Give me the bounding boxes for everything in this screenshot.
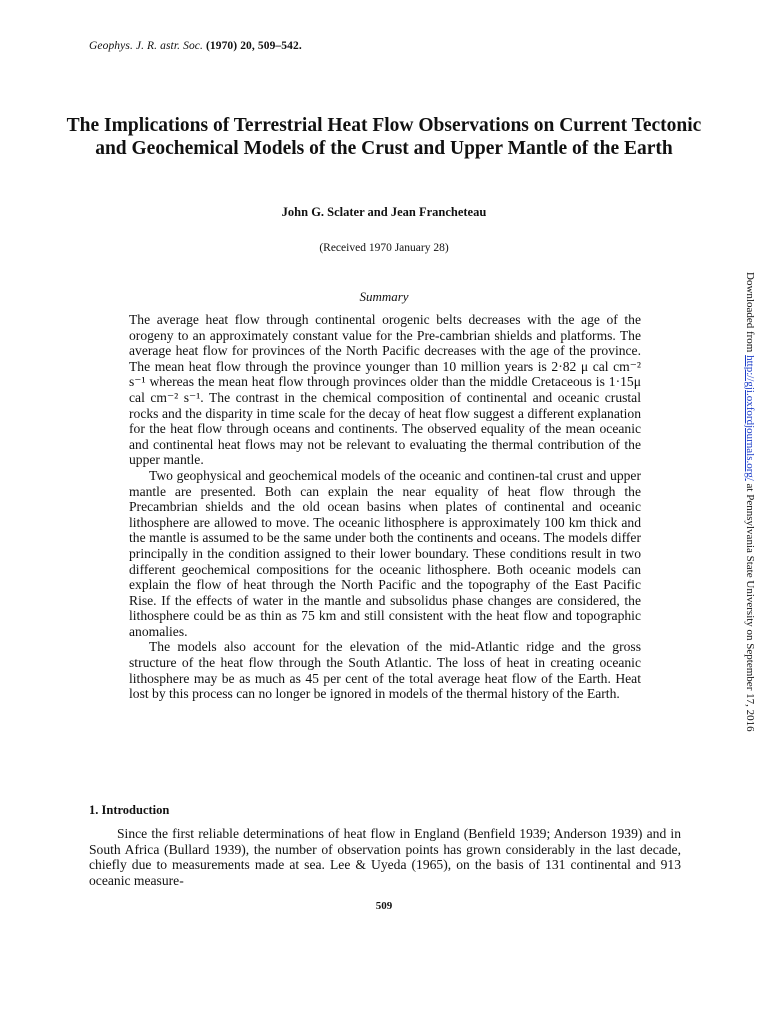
introduction-paragraph: Since the first reliable determinations of heat flow in England (Benfield 1939; Anderson 1939) and in South Africa (Bullard 1939), the number of observation points has grown considerably in the last decade, chiefly due to measurements made at sea. Lee & Uyeda (1965), on the basis of 131 continental and 913 oceanic measure- — [89, 826, 681, 888]
summary-paragraph: The models also account for the elevation of the mid-Atlantic ridge and the gross structure of the heat flow through the South Atlantic. The loss of heat in creating oceanic lithosphere may be as much as 45 per cent of the total average heat flow of the Earth. Heat lost by this process can no longer be ignored in models of the thermal history of the Earth. — [129, 639, 641, 702]
summary-heading: Summary — [359, 289, 409, 304]
page-number: 509 — [375, 900, 393, 912]
paper-title: The Implications of Terrestrial Heat Flow Observations on Current Tectonic and Geochemical Models of the Crust and Upper Mantle of the Earth — [66, 115, 702, 159]
journal-citation — [89, 40, 302, 52]
download-notice — [744, 272, 756, 732]
summary-paragraph: Two geophysical and geochemical models of the oceanic and continen-tal crust and upper mantle are presented. Both can explain the near equality of heat flow through the Precambrian shields and the old ocean basins when plates of continental and oceanic lithosphere are allowed to move. The oceanic lithosphere is approximately 100 km thick and the mantle is assumed to be the same under both the continents and oceans. The models differ principally in the condition assigned to their lower boundary. These conditions result in two different geochemical compositions for the oceanic lithosphere. Both oceanic models can explain the flow of heat through the North Pacific and the topography of the East Pacific Rise. If the effects of water in the mantle and subsolidus phase changes are considered, the lithosphere could be as thin as 75 km and still consistent with the heat flow and topographic anomalies. — [129, 467, 641, 639]
journal-year: (1970) — [205, 40, 238, 52]
journal-name: Geophys. J. R. astr. Soc. — [89, 40, 203, 52]
summary-paragraph: The average heat flow through continental orogenic belts decreases with the age of the orogeny to an approximately constant value for the Pre-cambrian shields and platforms. The average heat flow for provinces of the North Pacific decreases with the age of the province. The mean heat flow through the province younger than 10 million years is 2·82 μ cal cm⁻² s⁻¹ whereas the mean heat flow through provinces older than the middle Cretaceous is 1·15μ cal cm⁻² s⁻¹. The contrast in the chemical composition of continental and oceanic crustal rocks and the disparity in time scale for the decay of heat flow suggest a different explanation for the heat flow through oceans and continents. The observed equality of the mean oceanic and continental heat flows may not be relevant to evaluating the thermal contribution of the upper mantle. — [129, 312, 641, 468]
download-notice-suffix: at Pennsylvania State University on September 17, 2016 — [744, 480, 756, 732]
journal-volume: 20, — [240, 40, 255, 52]
summary-body — [129, 312, 641, 702]
introduction-heading: 1. Introduction — [89, 803, 170, 817]
introduction-body — [89, 826, 681, 888]
journal-pages: 509–542. — [257, 40, 302, 52]
journal-link[interactable]: http://gji.oxfordjournals.org/ — [744, 355, 756, 481]
received-date: (Received 1970 January 28) — [319, 242, 449, 254]
paper-authors: John G. Sclater and Jean Francheteau — [281, 205, 487, 219]
download-notice-prefix: Downloaded from — [744, 272, 756, 356]
